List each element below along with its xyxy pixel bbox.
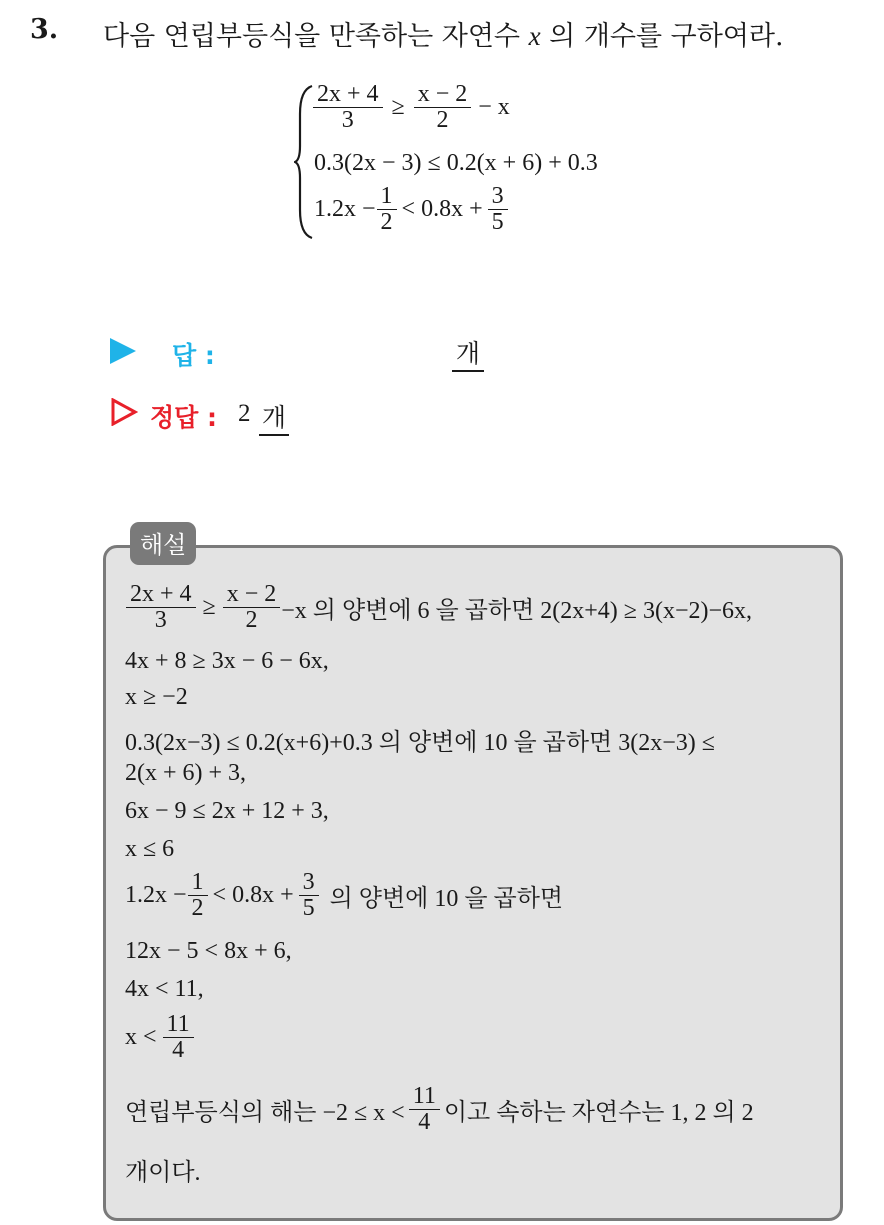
question-text-before: 다음 연립부등식을 만족하는 자연수 bbox=[103, 21, 520, 52]
solution-l1-fraction-2 bbox=[225, 582, 279, 633]
solution-line-2: 4x + 8 ≥ 3x − 6 − 6x, bbox=[125, 648, 329, 674]
fraction-denominator: 5 bbox=[488, 209, 508, 235]
fraction-denominator: 3 bbox=[126, 607, 196, 633]
solution-line-9: 12x − 5 < 8x + 6, bbox=[125, 938, 292, 964]
correct-value: 2 bbox=[238, 400, 251, 427]
correct-label: 정답 : bbox=[150, 403, 218, 432]
system-row3-fraction-2 bbox=[490, 184, 506, 235]
fraction-denominator: 2 bbox=[377, 209, 397, 235]
solution-line-10: 4x < 11, bbox=[125, 976, 204, 1002]
fraction-numerator: 2x + 4 bbox=[317, 81, 379, 107]
solution-l8-fraction-2 bbox=[301, 870, 317, 921]
question-variable: x bbox=[528, 21, 541, 51]
fraction-denominator: 2 bbox=[223, 607, 281, 633]
system-row3-fraction-1 bbox=[379, 184, 395, 235]
fraction-denominator: 5 bbox=[299, 895, 319, 921]
solution-line-12 bbox=[125, 1084, 754, 1135]
solution-l1-fraction-1 bbox=[128, 582, 194, 633]
fraction-numerator: 1 bbox=[191, 869, 204, 895]
fraction-denominator: 4 bbox=[163, 1037, 194, 1063]
solution-l8-pre: 1.2x − bbox=[125, 882, 187, 909]
question-text bbox=[103, 14, 784, 53]
solution-line-8 bbox=[125, 870, 563, 921]
question-text-after: 의 개수를 구하여라. bbox=[549, 21, 784, 52]
system-row-1 bbox=[312, 82, 510, 133]
system-row3-mid: < 0.8x + bbox=[401, 196, 483, 223]
solution-l12-pre: 연립부등식의 해는 −2 ≤ x < bbox=[125, 1100, 405, 1127]
system-row-3 bbox=[314, 184, 509, 235]
solution-l11-pre: x < bbox=[125, 1024, 157, 1051]
fraction-numerator: 11 bbox=[166, 1011, 190, 1037]
solution-line-13: 개이다. bbox=[125, 1160, 201, 1186]
solution-line-4: 0.3(2x−3) ≤ 0.2(x+6)+0.3 의 양변에 10 을 곱하면 3(2x−3) ≤ bbox=[125, 730, 715, 756]
fraction-numerator: x − 2 bbox=[417, 81, 468, 107]
system-row-2: 0.3(2x − 3) ≤ 0.2(x + 6) + 0.3 bbox=[314, 150, 598, 176]
fraction-numerator: 2x + 4 bbox=[130, 581, 192, 607]
system-row3-pre: 1.2x − bbox=[314, 196, 376, 223]
solution-line-5: 2(x + 6) + 3, bbox=[125, 760, 247, 786]
correct-unit: 개 bbox=[259, 398, 289, 436]
answer-unit-blank[interactable]: 개 bbox=[452, 334, 484, 372]
system-row1-tail: − x bbox=[478, 94, 510, 121]
fraction-denominator: 2 bbox=[188, 895, 208, 921]
solution-l12-fraction bbox=[411, 1084, 438, 1135]
solution-l1-operator: ≥ bbox=[202, 594, 216, 621]
solution-line-11 bbox=[125, 1012, 195, 1063]
answer-label: 답 : bbox=[172, 341, 215, 370]
solution-line-3: x ≥ −2 bbox=[125, 684, 188, 710]
fraction-numerator: 1 bbox=[380, 183, 393, 209]
fraction-numerator: x − 2 bbox=[226, 581, 277, 607]
solution-l8-tail: 의 양변에 10 을 곱하면 bbox=[329, 886, 564, 913]
fraction-numerator: 11 bbox=[412, 1083, 436, 1109]
solution-l12-tail: 이고 속하는 자연수는 1, 2 의 2 bbox=[443, 1100, 754, 1127]
system-row1-operator: ≥ bbox=[391, 94, 405, 121]
solution-line-1 bbox=[125, 582, 752, 633]
answer-triangle-icon bbox=[110, 338, 136, 364]
fraction-numerator: 3 bbox=[491, 183, 504, 209]
solution-l1-tail: −x 의 양변에 6 을 곱하면 2(2x+4) ≥ 3(x−2)−6x, bbox=[281, 598, 753, 625]
question-number: 3. bbox=[30, 14, 59, 45]
fraction-denominator: 3 bbox=[313, 107, 383, 133]
fraction-denominator: 4 bbox=[409, 1109, 440, 1135]
correct-triangle-icon bbox=[110, 398, 138, 426]
fraction-numerator: 3 bbox=[302, 869, 315, 895]
solution-l11-fraction bbox=[165, 1012, 192, 1063]
solution-l8-mid: < 0.8x + bbox=[212, 882, 294, 909]
fraction-denominator: 2 bbox=[414, 107, 472, 133]
system-row1-lhs-fraction bbox=[315, 82, 381, 133]
system-row1-rhs-fraction bbox=[416, 82, 470, 133]
solution-line-6: 6x − 9 ≤ 2x + 12 + 3, bbox=[125, 798, 329, 824]
solution-l8-fraction-1 bbox=[190, 870, 206, 921]
solution-line-7: x ≤ 6 bbox=[125, 836, 175, 862]
solution-tag: 해설 bbox=[130, 522, 196, 565]
